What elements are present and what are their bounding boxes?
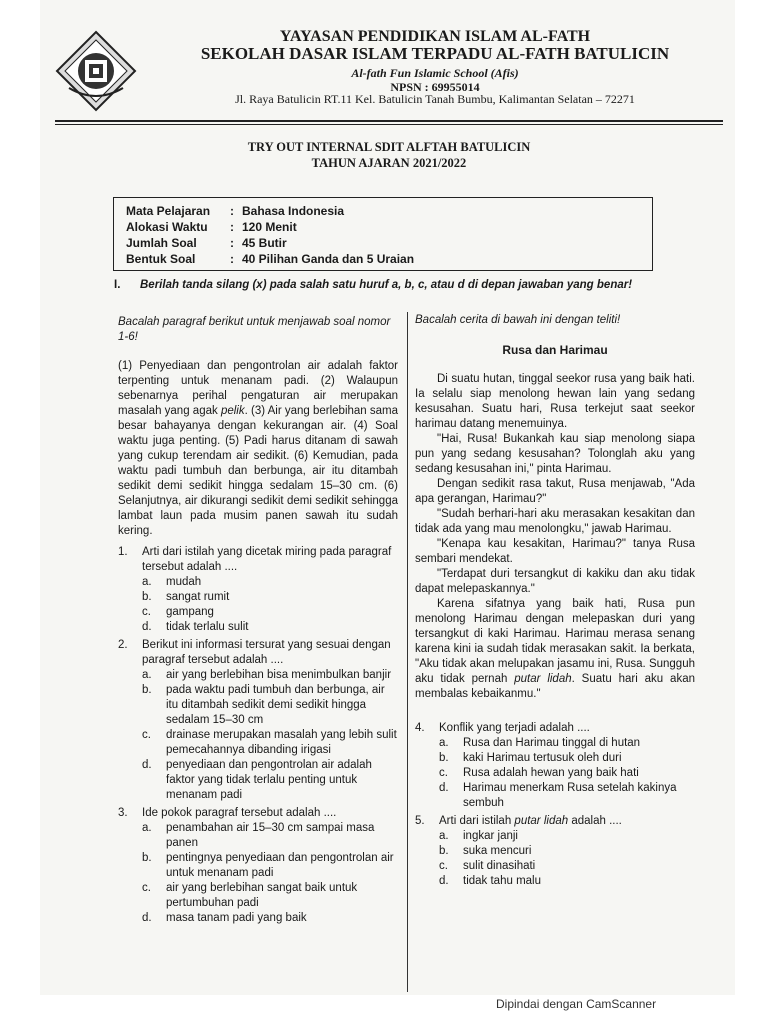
section-instruction — [114, 279, 674, 291]
instruction-text: Berilah tanda silang (x) pada salah satu huruf a, b, c, atau d di depan jawaban yang benar! — [140, 279, 633, 291]
story-paragraph: "Hai, Rusa! Bukankah kau siap menolong siapa pun yang sedang kesusahan? Tolonglah aku yang sedang kesusahan ini," pinta Harimau. — [415, 433, 695, 475]
school-tagline: Al-fath Fun Islamic School (Afis) — [351, 66, 519, 80]
exam-info-box — [113, 197, 653, 271]
column-divider — [407, 312, 408, 992]
school-address: Jl. Raya Batulicin RT.11 Kel. Batulicin Tanah Bumbu, Kalimantan Selatan – 72271 — [235, 92, 635, 106]
school-logo — [55, 30, 137, 112]
option-1d[interactable]: d. tidak terlalu sulit — [142, 621, 249, 633]
story-title: Rusa dan Harimau — [502, 343, 608, 357]
foundation-name: YAYASAN PENDIDIKAN ISLAM AL-FATH — [279, 28, 591, 45]
exam-title: TRY OUT INTERNAL SDIT ALFTAH BATULICIN — [247, 140, 531, 154]
option-4d[interactable]: d. Harimau menerkam Rusa setelah kakinya sembuh — [439, 782, 677, 809]
right-column — [415, 313, 695, 889]
option-3c[interactable]: c. air yang berlebihan sangat baik untuk pertumbuhan padi — [142, 882, 358, 909]
left-intro: Bacalah paragraf berikut untuk menjawab soal nomor 1-6! — [118, 316, 391, 343]
option-4c[interactable]: c. Rusa adalah hewan yang baik hati — [439, 767, 639, 779]
option-2d[interactable]: d. penyediaan dan pengontrolan air adalah faktor yang tidak terlalu penting untuk menanam padi — [142, 759, 372, 801]
section-number: I. — [114, 279, 121, 291]
option-3b[interactable]: b. pentingnya penyediaan dan pengontrolan air untuk menanam padi — [142, 852, 394, 879]
option-1c[interactable]: c. gampang — [142, 606, 214, 618]
scanner-watermark: Dipindai dengan CamScanner — [496, 997, 657, 1011]
story-paragraph: Di suatu hutan, tinggal seekor rusa yang baik hati. Ia selalu siap menolong hewan lain yang sedang kesusahan. Suatu hari, Rusa terkejut saat seekor harimau datang menemuinya. — [415, 373, 695, 430]
exam-year: TAHUN AJARAN 2021/2022 — [311, 156, 467, 170]
story-text — [415, 372, 695, 702]
option-2b[interactable]: b. pada waktu padi tumbuh dan berbunga, air itu ditambah sedikit demi sedikit hingga sedalam 15–30 cm — [142, 684, 385, 726]
info-row: Jumlah Soal : 45 Butir — [126, 236, 287, 250]
option-3a[interactable]: a. penambahan air 15–30 cm sampai masa panen — [142, 822, 375, 849]
info-row: Mata Pelajaran : Bahasa Indonesia — [126, 204, 345, 218]
story-paragraph: Karena sifatnya yang baik hati, Rusa pun menolong Harimau dengan melepaskan duri yang tersangkut di kaki Harimau. Harimau merasa senang karena kini ia sudah tidak merasakan sakit. Ia berkata, "Aku tidak akan melupakan jasamu ini, Rusa. Sungguh aku tidak pernah putar lidah. Suatu hari aku akan membalas kebaikanmu." — [415, 598, 695, 700]
option-5b[interactable]: b. suka mencuri — [439, 845, 532, 857]
question-2: 2. Berikut ini informasi tersurat yang sesuai dengan paragraf tersebut adalah .... a. air yang berlebihan bisa menimbulkan banjir b. pada waktu padi tumbuh dan berbunga, air itu ditambah sedikit demi sedikit hingga sedalam 15–30 cm c. drainase merupakan masalah yang lebih sulit pemecahannya dibanding irigasi d. penyediaan dan pengontrolan air adalah faktor yang tidak terlalu penting untuk menanam padi — [118, 639, 397, 801]
story-paragraph: "Sudah berhari-hari aku merasakan kesakitan dan tidak ada yang mau menolongku," jawab Harimau. — [415, 508, 695, 535]
left-column — [118, 315, 398, 926]
option-5a[interactable]: a. ingkar janji — [439, 830, 518, 842]
option-5d[interactable]: d. tidak tahu malu — [439, 875, 541, 887]
option-4b[interactable]: b. kaki Harimau tertusuk oleh duri — [439, 752, 622, 764]
school-npsn: NPSN : 69955014 — [390, 80, 480, 94]
header-divider — [55, 120, 723, 122]
school-name: SEKOLAH DASAR ISLAM TERPADU AL-FATH BATULICIN — [200, 44, 670, 63]
story-paragraph: Dengan sedikit rasa takut, Rusa menjawab, "Ada apa gerangan, Harimau?" — [415, 478, 695, 505]
option-4a[interactable]: a. Rusa dan Harimau tinggal di hutan — [439, 737, 641, 749]
story-paragraph: "Terdapat duri tersangkut di kakiku dan aku tidak dapat melepaskannya." — [415, 568, 695, 595]
option-1b[interactable]: b. sangat rumit — [142, 591, 230, 603]
reading-paragraph: (1) Penyediaan dan pengontrolan air adalah faktor terpenting untuk menanam padi. (2) Walaupun sebenarnya perihal pengaturan air merupakan masalah yang agak pelik. (3) Air yang berlebihan sama besar bahayanya dengan kekurangan air. (4) Soal waktu juga penting. (5) Padi harus ditanam di sawah yang cukup terendam air sedikit. (6) Kemudian, pada waktu padi tumbuh dan berbunga, air itu ditambah sedikit demi sedikit hingga sedalam 15–30 cm. (6) Selanjutnya, air dikurangi sedikit demi sedikit sehingga lambat laun pada musim panen sawah itu sudah kering. — [118, 360, 399, 537]
option-1a[interactable]: a. mudah — [142, 576, 202, 588]
option-2a[interactable]: a. air yang berlebihan bisa menimbulkan banjir — [142, 669, 392, 681]
option-2c[interactable]: c. drainase merupakan masalah yang lebih sulit pemecahannya dibanding irigasi — [142, 729, 397, 756]
info-row: Bentuk Soal : 40 Pilihan Ganda dan 5 Uraian — [126, 252, 415, 266]
info-row: Alokasi Waktu : 120 Menit — [126, 220, 297, 234]
story-paragraph: "Kenapa kau kesakitan, Harimau?" tanya Rusa sembari mendekat. — [415, 538, 695, 565]
question-5: 5. Arti dari istilah putar lidah adalah .... a. ingkar janji b. suka mencuri c. sulit dinasihati d. tidak tahu malu — [415, 814, 695, 889]
option-3d[interactable]: d. masa tanam padi yang baik — [142, 912, 307, 924]
question-3: 3. Ide pokok paragraf tersebut adalah .... a. penambahan air 15–30 cm sampai masa panen b. pentingnya penyediaan dan pengontrolan air untuk menanam padi c. air yang berlebihan sangat baik untuk pertumbuhan padi d. masa tanam padi yang baik — [118, 806, 398, 926]
question-4: 4. Konflik yang terjadi adalah .... a. Rusa dan Harimau tinggal di hutan b. kaki Harimau tertusuk oleh duri c. Rusa adalah hewan yang baik hati d. Harimau menerkam Rusa setelah kakinya sembuh — [415, 721, 695, 811]
question-1: 1. Arti dari istilah yang dicetak miring pada paragraf tersebut adalah .... a. mudah b. sangat rumit c. gampang d. tidak terlalu sulit — [118, 545, 398, 635]
option-5c[interactable]: c. sulit dinasihati — [439, 860, 536, 872]
right-intro: Bacalah cerita di bawah ini dengan teliti! — [415, 314, 621, 326]
header-divider-thin — [55, 124, 723, 125]
